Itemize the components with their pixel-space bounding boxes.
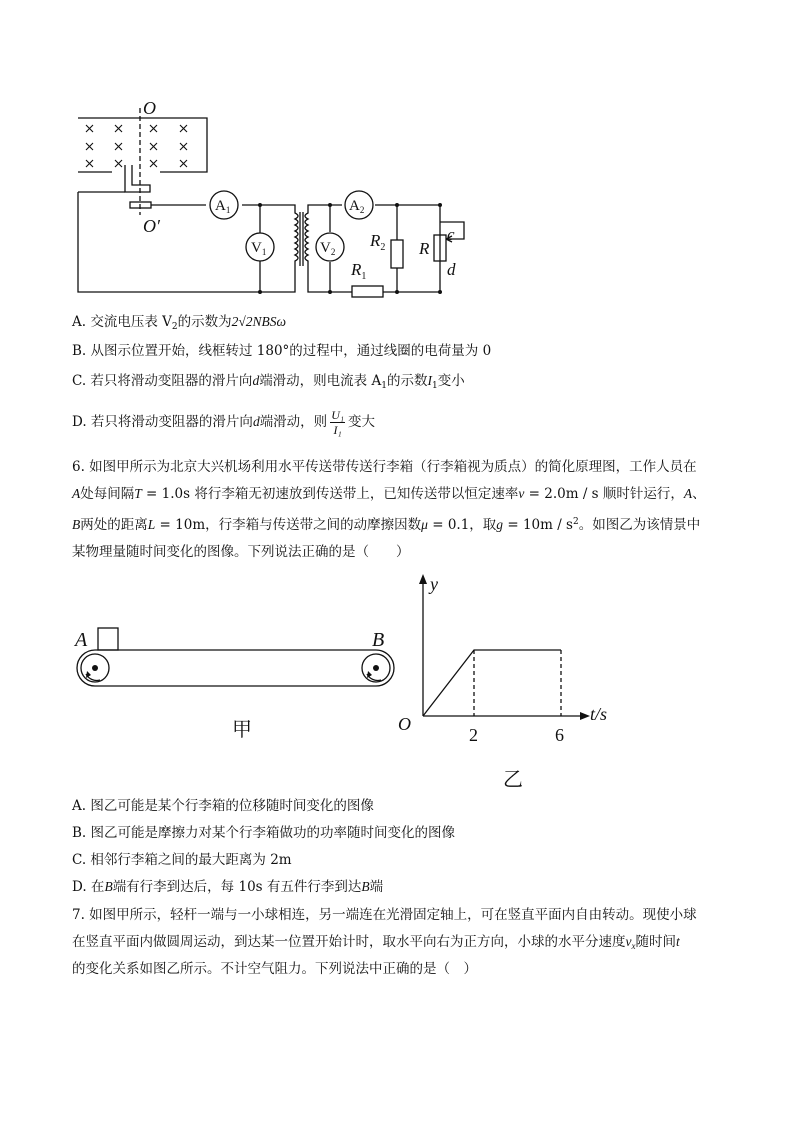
v2-label: $V_2$	[320, 240, 336, 257]
graph-line	[423, 650, 561, 716]
magnetic-field-frame	[78, 118, 207, 172]
point-a-label: A	[75, 629, 88, 651]
c-label: c	[447, 225, 455, 244]
q6-option-b: B. 图乙可能是摩擦力对某个行李箱做功的功率随时间变化的图像	[72, 825, 456, 841]
q7-stem-line3: 的变化关系如图乙所示。不计空气阻力。下列说法中正确的是（ ）	[72, 961, 477, 977]
q6-option-d: D. 在B端有行李到达后，每 10s 有五件行李到达B端	[72, 879, 384, 895]
q5-option-a: A. 交流电压表 $V_2$的示数为2√2NBSω	[72, 314, 287, 332]
coil	[125, 165, 150, 192]
resistor-r2	[391, 240, 403, 268]
r1-label: $R_1$	[351, 260, 367, 282]
graph-origin: O	[398, 714, 411, 734]
label-o-prime: O′	[143, 216, 160, 236]
graph-tick-2: 2	[469, 725, 478, 745]
graph-y-label: y	[430, 574, 438, 594]
conveyor-belt-figure	[0, 570, 794, 800]
a1-label: $A_1$	[215, 198, 231, 215]
d-label: d	[447, 260, 456, 279]
circuit-diagram	[0, 0, 794, 320]
r2-label: $R_2$	[370, 231, 386, 253]
r-label: R	[419, 239, 430, 258]
fraction-u1-i1: $\frac{\text{U₁}}{\text{I₁}}$	[331, 408, 345, 437]
point-b-label: B	[372, 629, 385, 651]
q6-stem-line2: A处每间隔T = 1.0s 将行李箱无初速放到传送带上，已知传送带以恒定速率v = 2.0m / s 顺时针运行，A、	[72, 486, 706, 502]
q6-stem-line3: B两处的距离L = 10m，行李箱与传送带之间的动摩擦因数μ = 0.1，取$g = 10m / s^2$。如图乙为该情景中	[72, 517, 701, 533]
q6-option-c: C. 相邻行李箱之间的最大距离为 2m	[72, 852, 292, 868]
q5-option-b: B. 从图示位置开始，线框转过 180°的过程中，通过线圈的电荷量为 0	[72, 343, 492, 359]
q6-stem-line1: 6. 如图甲所示为北京大兴机场利用水平传送带传送行李箱（行李箱视为质点）的简化原理图，工作人员在	[72, 459, 697, 475]
resistor-r1	[352, 286, 383, 297]
v1-label: $V_1$	[251, 240, 267, 257]
q6-stem-line4: 某物理量随时间变化的图像。下列说法正确的是（ ）	[72, 544, 410, 560]
q5-option-c: C. 若只将滑动变阻器的滑片向d端滑动，则电流表 $A_1$的示数$I_1$变小	[72, 373, 465, 391]
luggage-box	[98, 628, 118, 650]
graph-x-label: t/s	[590, 704, 608, 724]
q5-option-d: D. 若只将滑动变阻器的滑片向d端滑动，则 $\frac{\text{U₁}}{\text{I₁}}$ 变大	[72, 408, 376, 437]
q6-option-a: A. 图乙可能是某个行李箱的位移随时间变化的图像	[72, 798, 374, 814]
magnetic-field-crosses	[86, 125, 187, 167]
q7-stem-line1: 7. 如图甲所示，轻杆一端与一小球相连，另一端连在光滑固定轴上，可在竖直平面内自由转动。现使小球	[72, 907, 697, 923]
q7-stem-line2: 在竖直平面内做圆周运动，到达某一位置开始计时，取水平向右为正方向，小球的水平分速度$v_x$随时间t	[72, 934, 680, 951]
caption-yi: 乙	[503, 769, 523, 791]
label-o: O	[143, 98, 156, 118]
a2-label: $A_2$	[349, 198, 365, 215]
graph-tick-6: 6	[555, 725, 564, 745]
caption-jia: 甲	[232, 719, 252, 741]
